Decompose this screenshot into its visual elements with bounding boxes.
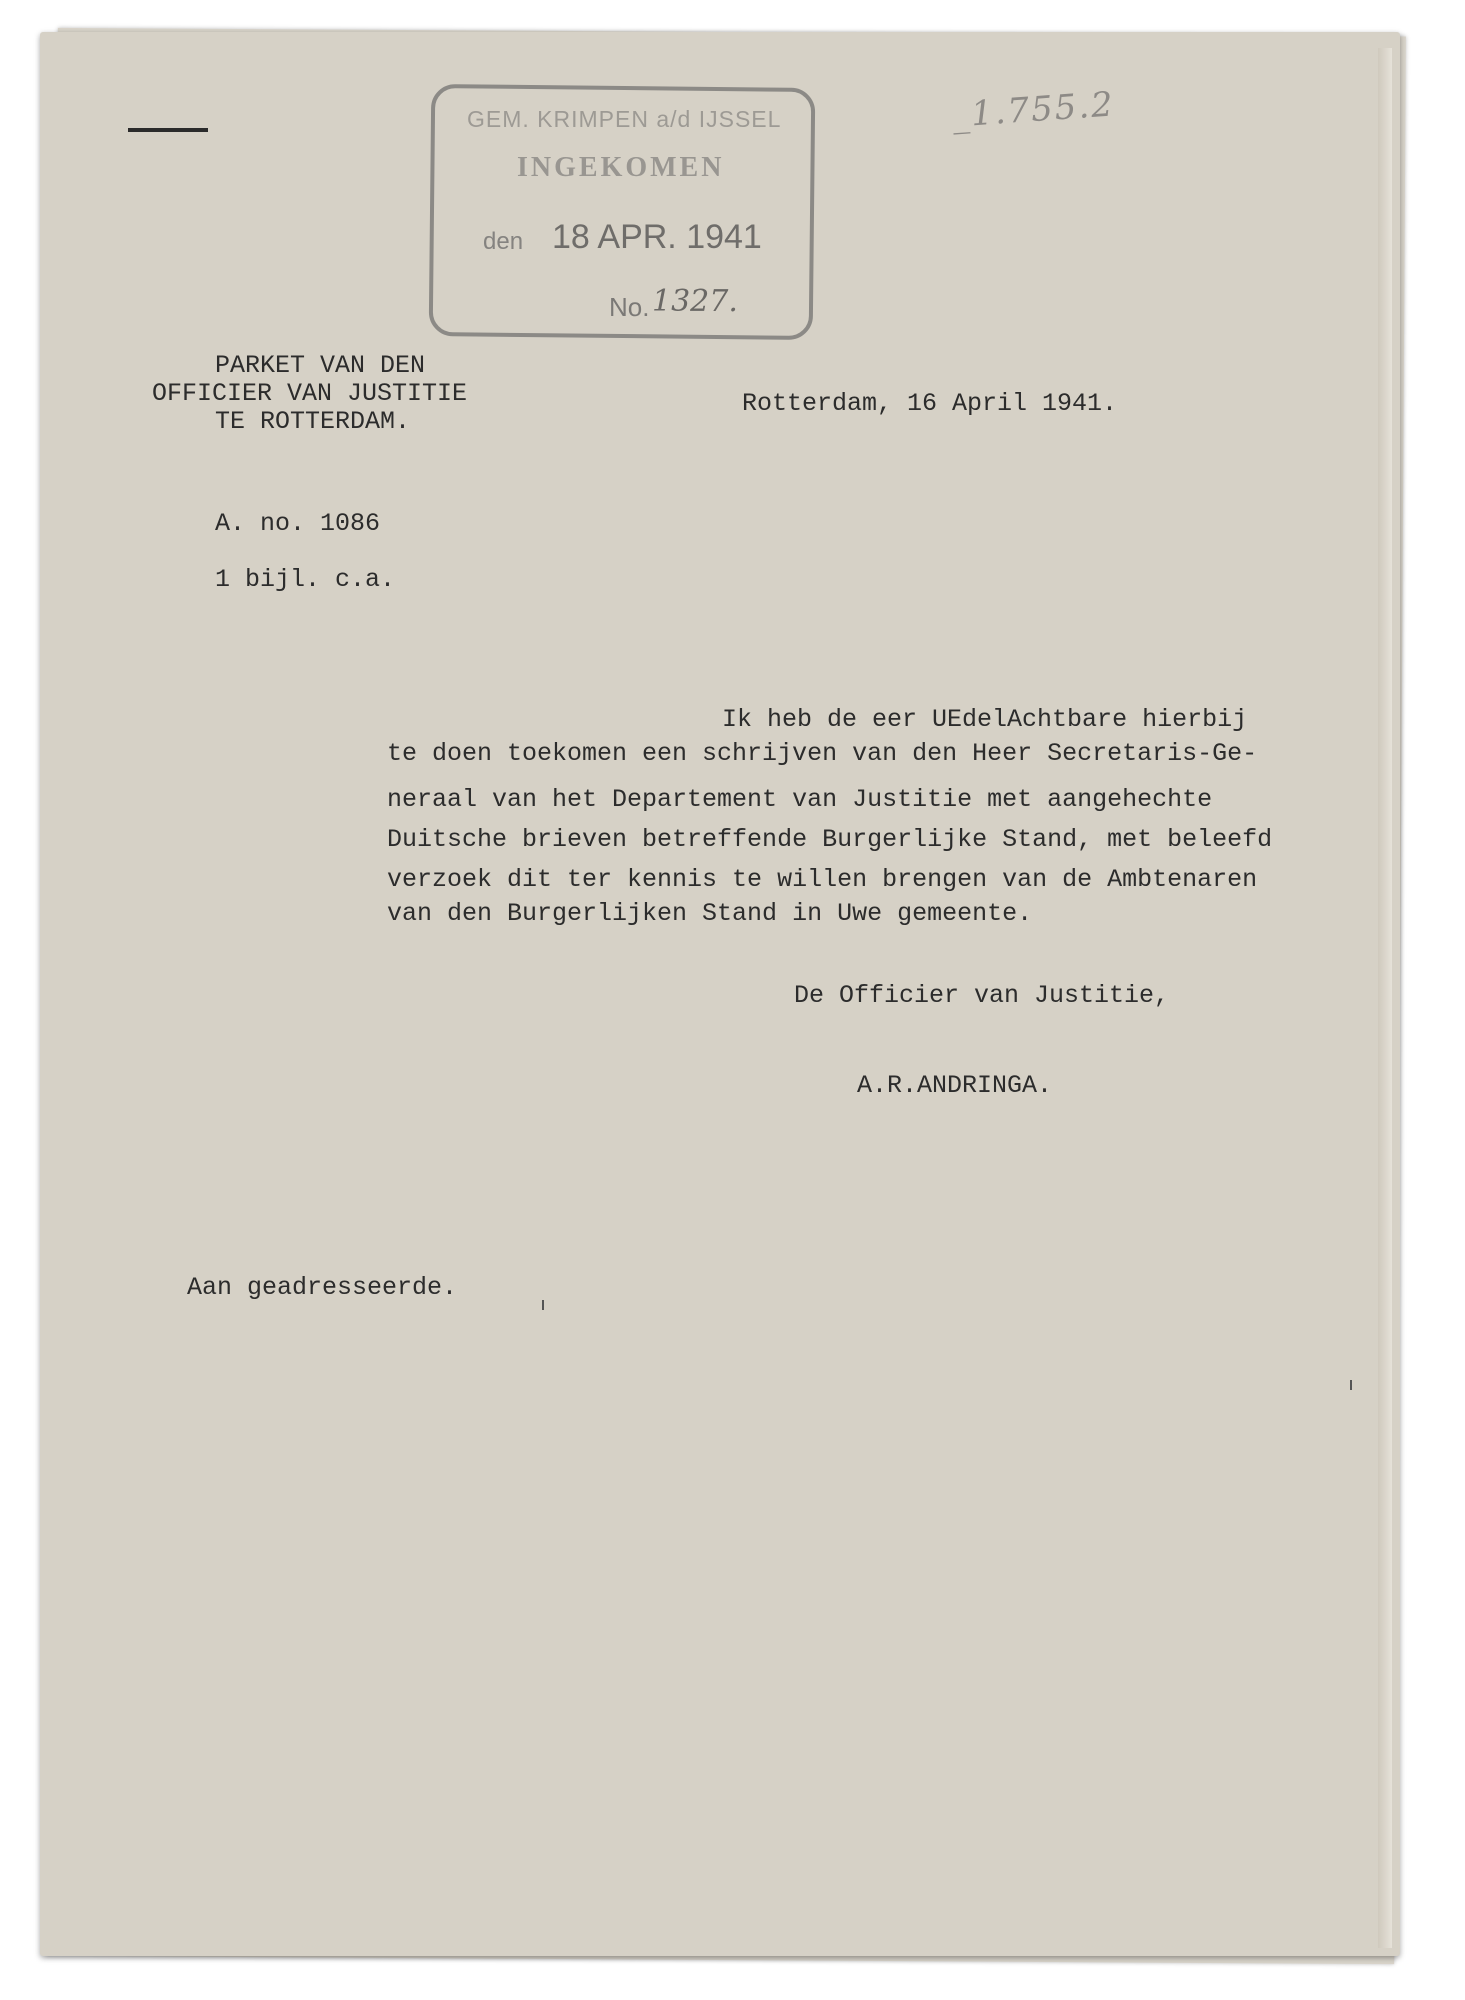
body-line-4: Duitsche brieven betreffende Burgerlijke Stand, met beleefd	[387, 825, 1273, 854]
reference-number: A. no. 1086	[215, 509, 381, 538]
closing: De Officier van Justitie,	[794, 981, 1170, 1010]
body-line-5: verzoek dit ter kennis te willen brengen van de Ambtenaren	[387, 865, 1258, 894]
sender-line-1: PARKET VAN DEN	[215, 351, 426, 380]
body-line-1: Ik heb de eer UEdelAchtbare hierbij	[722, 705, 1248, 734]
enclosures: 1 bijl. c.a.	[215, 565, 396, 594]
stamp-received: INGEKOMEN	[517, 152, 725, 183]
page-edge	[1378, 48, 1392, 1948]
handwritten-reference: _1.755.2	[950, 84, 1116, 136]
body-line-2: te doen toekomen een schrijven van den Heer Secretaris-Ge-	[387, 739, 1258, 768]
stamp-municipality: GEM. KRIMPEN a/d IJSSEL	[467, 106, 782, 132]
sender-line-2: OFFICIER VAN JUSTITIE	[152, 379, 468, 408]
stamp-number-prefix: No.	[609, 292, 650, 322]
body-line-6: van den Burgerlijken Stand in Uwe gemeente.	[387, 899, 1033, 928]
sender-line-3: TE ROTTERDAM.	[215, 407, 411, 436]
paper-mark	[542, 1300, 544, 1310]
signature: A.R.ANDRINGA.	[857, 1071, 1053, 1100]
stamp-date-prefix: den	[483, 228, 524, 255]
paper-mark	[1350, 1380, 1352, 1390]
place-date: Rotterdam, 16 April 1941.	[742, 389, 1118, 418]
body-line-3: neraal van het Departement van Justitie met aangehechte	[387, 785, 1213, 814]
stamp-number: 1327.	[652, 284, 738, 319]
stamp-date: 18 APR. 1941	[552, 218, 762, 256]
margin-dash	[128, 128, 208, 132]
addressee: Aan geadresseerde.	[187, 1273, 458, 1302]
